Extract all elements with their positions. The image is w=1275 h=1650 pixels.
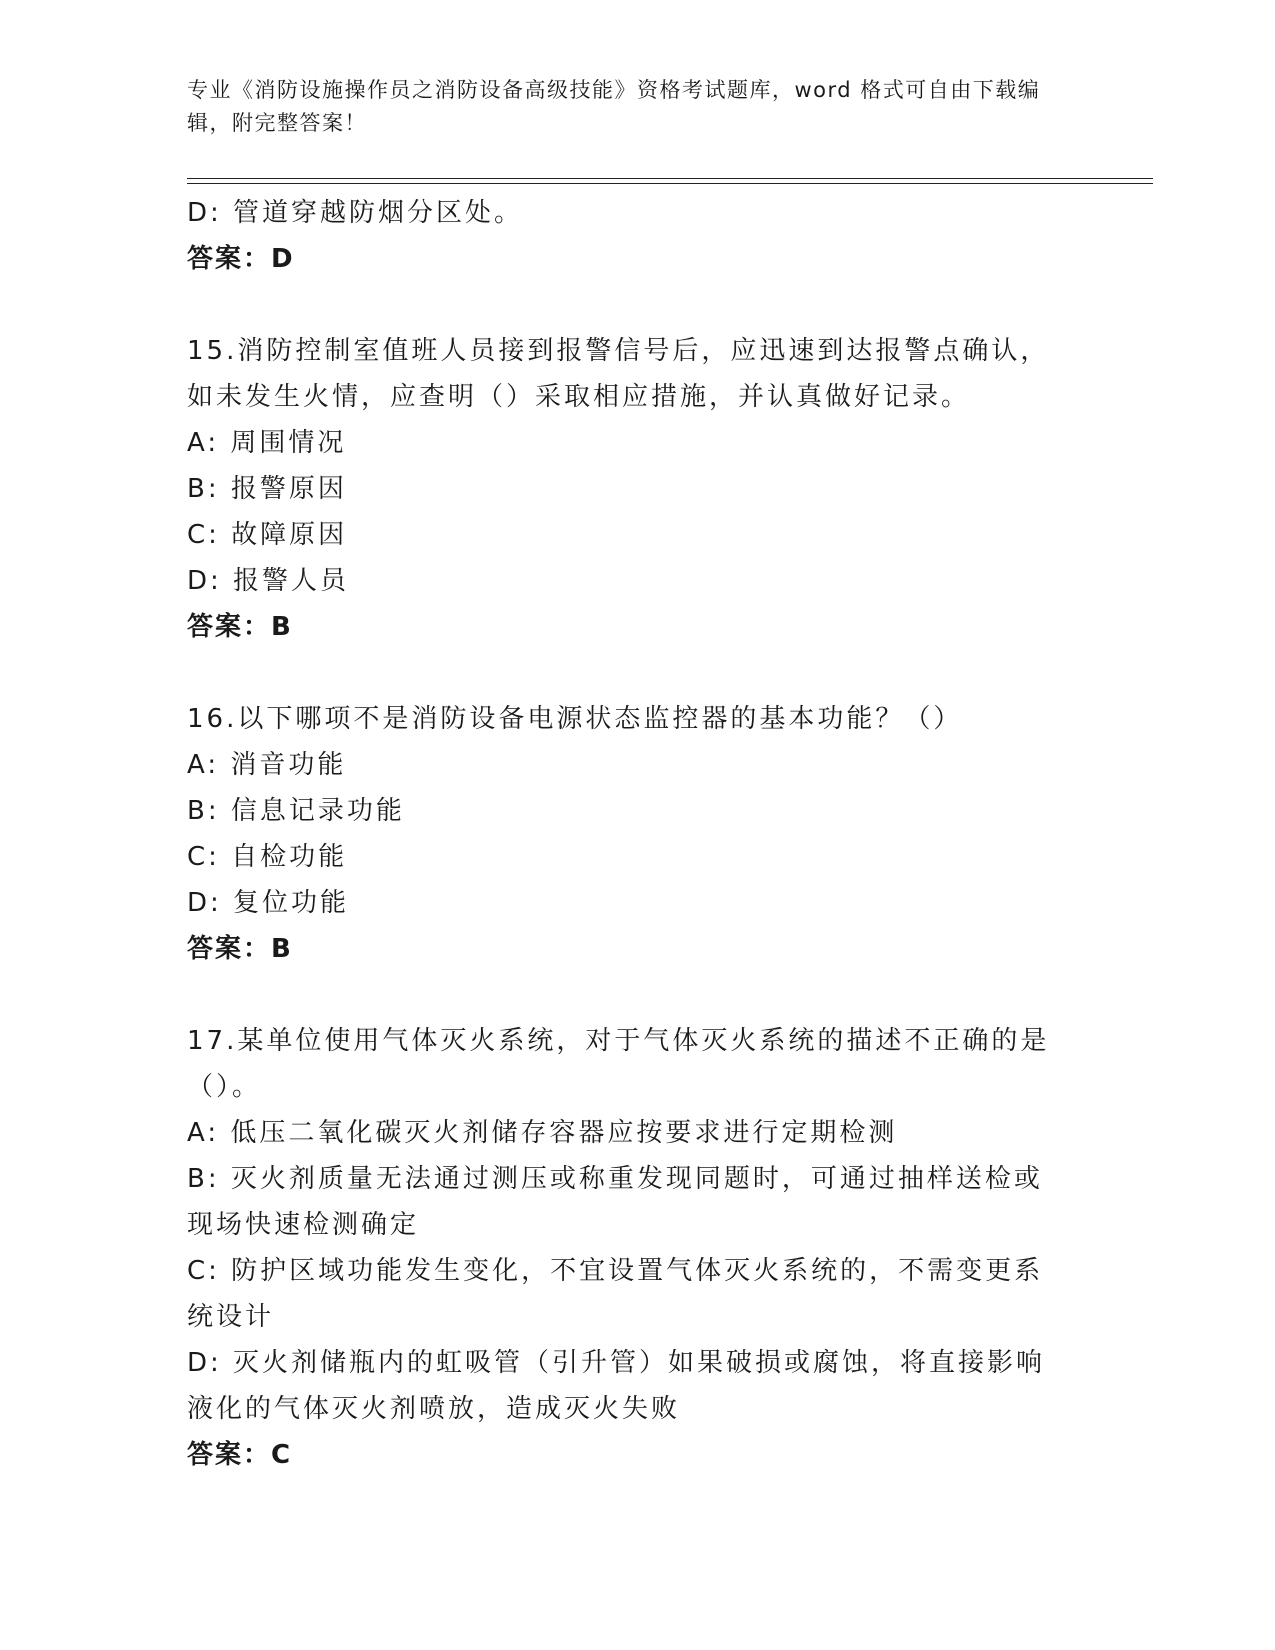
question-15-stem: 15.消防控制室值班人员接到报警信号后，应迅速到达报警点确认，如未发生火情，应查明（）采取相应措施，并认真做好记录。 [187, 336, 1050, 412]
prev-option-d: D: 管道穿越防烟分区处。 [187, 198, 524, 228]
question-16-option-b: B: 信息记录功能 [187, 796, 405, 826]
prev-answer: 答案：D [187, 244, 295, 274]
question-17-stem: 17.某单位使用气体灭火系统，对于气体灭火系统的描述不正确的是（）。 [187, 1026, 1050, 1102]
question-15-option-d: D: 报警人员 [187, 566, 350, 596]
spacer [187, 282, 1067, 328]
question-17-option-a: A: 低压二氧化碳灭火剂储存容器应按要求进行定期检测 [187, 1118, 898, 1148]
question-16-option-d: D: 复位功能 [187, 888, 350, 918]
question-17-option-b: B: 灭火剂质量无法通过测压或称重发现同题时，可通过抽样送检或现场快速检测确定 [187, 1164, 1043, 1240]
question-16-answer: 答案：B [187, 934, 293, 964]
question-17-option-d: D: 灭火剂储瓶内的虹吸管（引升管）如果破损或腐蚀，将直接影响液化的气体灭火剂喷放，造成灭火失败 [187, 1348, 1046, 1424]
question-16-stem: 16.以下哪项不是消防设备电源状态监控器的基本功能？（） [187, 704, 963, 734]
spacer [187, 650, 1067, 696]
spacer [187, 972, 1067, 1018]
document-header: 专业《消防设施操作员之消防设备高级技能》资格考试题库，word 格式可自由下载编辑，附完整答案！ [187, 78, 1041, 135]
question-list [187, 190, 1067, 1478]
question-16-option-a: A: 消音功能 [187, 750, 347, 780]
question-17-answer: 答案：C [187, 1440, 293, 1470]
header-divider-top [187, 178, 1153, 179]
question-15-option-c: C: 故障原因 [187, 520, 348, 550]
question-16-option-c: C: 自检功能 [187, 842, 348, 872]
question-15-answer: 答案：B [187, 612, 293, 642]
question-15-option-b: B: 报警原因 [187, 474, 347, 504]
question-15-option-a: A: 周围情况 [187, 428, 347, 458]
header-divider-bottom [187, 183, 1153, 184]
question-17-option-c: C: 防护区域功能发生变化，不宜设置气体灭火系统的，不需变更系统设计 [187, 1256, 1044, 1332]
